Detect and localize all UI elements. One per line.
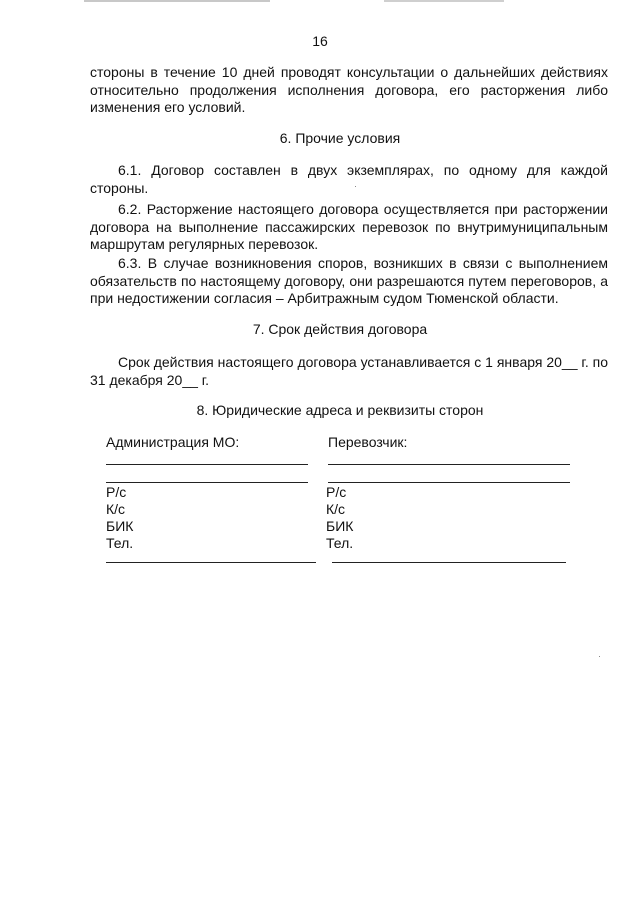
scan-edge-mark (84, 0, 270, 2)
scan-speck (599, 656, 600, 657)
carrier-phone-label: Тел. (326, 535, 354, 551)
admin-signature-line (106, 464, 308, 465)
admin-title: Администрация МО: (106, 434, 240, 450)
admin-bik-label: БИК (106, 518, 134, 534)
carrier-address-line (328, 482, 570, 483)
admin-account-label: Р/с (106, 484, 127, 500)
admin-bottom-line (106, 562, 316, 563)
carrier-bik-label: БИК (326, 518, 354, 534)
admin-address-line (106, 482, 308, 483)
admin-corr-account-label: К/с (106, 501, 126, 517)
carrier-signature-line (328, 464, 570, 465)
carrier-account-label: Р/с (326, 484, 347, 500)
page-number: 16 (312, 33, 328, 49)
intro-paragraph: стороны в течение 10 дней проводят консультации о дальнейших действиях относительно продолжения исполнения договора, его расторжения либо изменения его условий. (90, 64, 608, 115)
carrier-corr-account-label: К/с (326, 501, 346, 517)
admin-phone-label: Тел. (106, 535, 134, 551)
clause-6-3: 6.3. В случае возникновения споров, возникших в связи с выполнением обязательств по настоящему договору, они разрешаются путем переговоров, а при недостижении согласия – Арбитражным судом Тюменской области. (90, 255, 608, 306)
carrier-title: Перевозчик: (328, 434, 408, 450)
carrier-bottom-line (332, 562, 566, 563)
scan-edge-mark (384, 0, 504, 2)
section-7-heading: 7. Срок действия договора (252, 321, 428, 337)
term-paragraph: Срок действия настоящего договора устанавливается с 1 января 20__ г. по 31 декабря 20__ г. (90, 354, 608, 388)
clause-6-2: 6.2. Расторжение настоящего договора осуществляется при расторжении договора на выполнение пассажирских перевозок по внутримуниципальным маршрутам регулярных перевозок. (90, 201, 608, 252)
section-8-heading: 8. Юридические адреса и реквизиты сторон (196, 402, 484, 418)
scan-speck (355, 186, 356, 187)
clause-6-1: 6.1. Договор составлен в двух экземплярах, по одному для каждой стороны. (90, 162, 608, 196)
section-6-heading: 6. Прочие условия (279, 130, 401, 146)
